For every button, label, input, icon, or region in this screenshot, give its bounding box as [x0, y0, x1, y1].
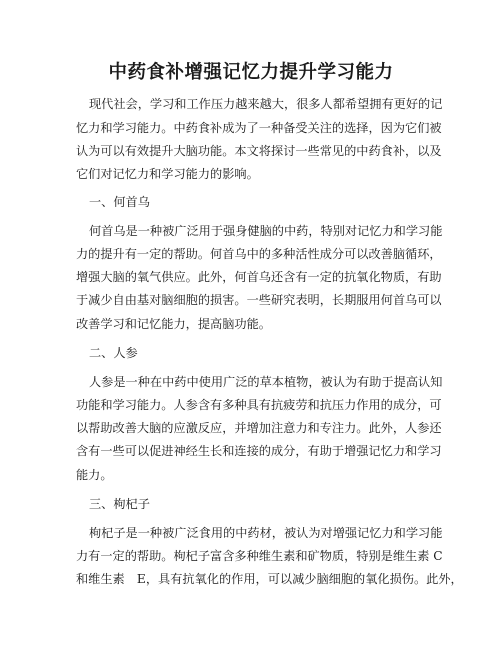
paragraph-line: 能力。 — [76, 468, 113, 482]
intro-line: 它们对记忆力和学习能力的影响。 — [76, 167, 259, 181]
intro-line: 现代社会，学习和工作压力越来越大，很多人都希望拥有更好的记 — [89, 97, 443, 111]
paragraph-line: 以帮助改善大脑的应激反应，并增加注意力和专注力。此外，人参还 — [76, 421, 442, 435]
paragraph-line: 何首乌是一种被广泛用于强身健脑的中药，特别对记忆力和学习能 — [89, 224, 443, 238]
paragraph-line: 力有一定的帮助。枸杞子富含多种维生素和矿物质，特别是维生素 C — [76, 549, 443, 563]
paragraph-line: 改善学习和记忆能力，提高脑功能。 — [76, 317, 271, 331]
page-title: 中药食补增强记忆力提升学习能力 — [108, 62, 394, 83]
paragraph-line: 人参是一种在中药中使用广泛的草本植物，被认为有助于提高认知 — [89, 375, 443, 389]
paragraph-line: 力的提升有一定的帮助。何首乌中的多种活性成分可以改善脑循环， — [76, 247, 442, 261]
section-heading: 二、人参 — [89, 346, 138, 360]
section-heading: 三、枸杞子 — [89, 497, 150, 511]
section-heading: 一、何首乌 — [89, 195, 150, 209]
paragraph-line: 增强大脑的氧气供应。此外，何首乌还含有一定的抗氧化物质，有助 — [76, 270, 442, 284]
paragraph-line: 功能和学习能力。人参含有多种具有抗疲劳和抗压力作用的成分，可 — [76, 398, 442, 412]
paragraph-line: 于减少自由基对脑细胞的损害。一些研究表明，长期服用何首乌可以 — [76, 293, 442, 307]
paragraph-line: 枸杞子是一种被广泛食用的中药材，被认为对增强记忆力和学习能 — [89, 526, 443, 540]
intro-line: 认为可以有效提升大脑功能。本文将探讨一些常见的中药食补，以及 — [76, 144, 442, 158]
intro-line: 忆力和学习能力。中药食补成为了一种备受关注的选择，因为它们被 — [76, 121, 442, 135]
paragraph-line: 和维生素 E，具有抗氧化的作用，可以减少脑细胞的氧化损伤。此外， — [76, 572, 463, 586]
paragraph-line: 含有一些可以促进神经生长和连接的成分，有助于增强记忆力和学习 — [76, 444, 442, 458]
